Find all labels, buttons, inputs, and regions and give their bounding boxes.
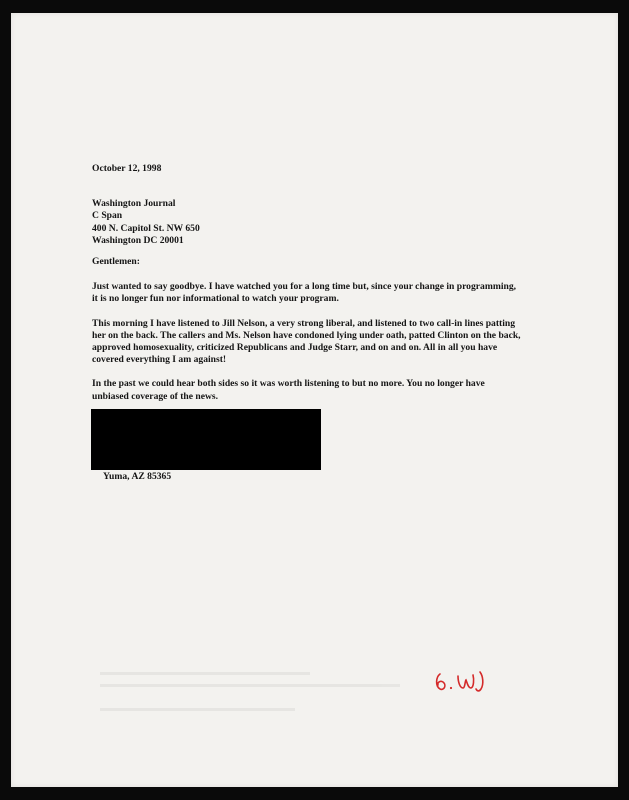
bleed-through-text	[100, 672, 400, 722]
address-line: Washington Journal	[92, 198, 176, 210]
address-line: 400 N. Capitol St. NW 650	[92, 222, 200, 234]
letter-body	[92, 163, 522, 403]
paragraph-complaint: This morning I have listened to Jill Nelson, a very strong liberal, and listened to two call-in lines patting her on the back. The callers and Ms. Nelson have condoned lying under oath, patted Clinton on the back, approved homosexuality, criticized Republicans and Judge Starr, and on and on. All in all you have covered everything I am against!	[92, 317, 521, 366]
address-line: Washington DC 20001	[92, 234, 184, 246]
address-line: C Span	[92, 210, 123, 222]
sender-location: Yuma, AZ 85365	[103, 471, 172, 482]
letter-date: October 12, 1998	[92, 163, 162, 174]
recipient-address	[92, 198, 522, 247]
paragraph-closing: In the past we could hear both sides so it was worth listening to but no more. You no longer have unbiased coverage of the news.	[92, 378, 485, 402]
handwritten-annotation	[432, 668, 492, 696]
salutation: Gentlemen:	[92, 256, 140, 268]
redaction-box	[91, 409, 321, 470]
paragraph-goodbye: Just wanted to say goodbye. I have watched you for a long time but, since your change in programming, it is no longer fun nor informational to watch your program.	[92, 281, 517, 305]
